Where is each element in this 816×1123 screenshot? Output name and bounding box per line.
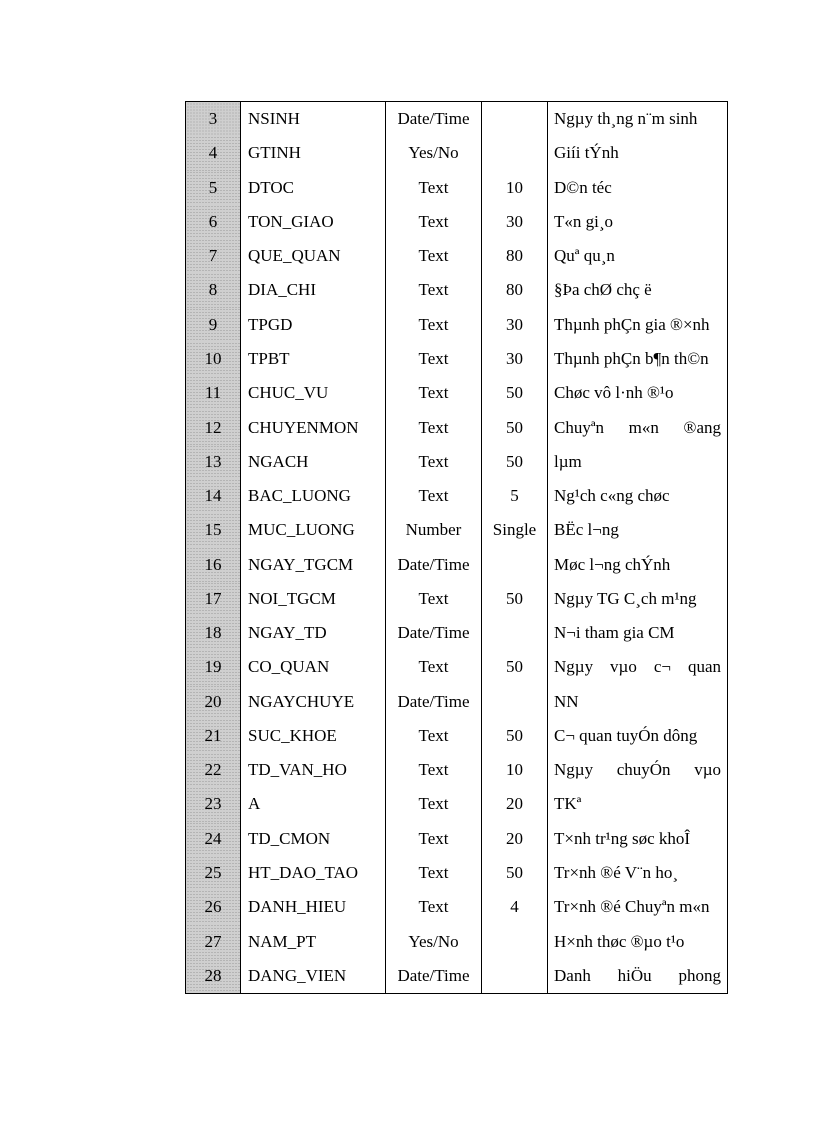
field-name-cell: SUC_KHOE: [241, 719, 386, 753]
field-size-cell: [482, 924, 548, 958]
data-type-cell: Text: [386, 719, 482, 753]
table-row: [186, 136, 728, 170]
table-row: [186, 856, 728, 890]
description-cell: Thµnh phÇn gia ®×nh: [548, 308, 728, 342]
table-row: [186, 342, 728, 376]
data-type-cell: Text: [386, 479, 482, 513]
table-row: [186, 376, 728, 410]
description-cell: Danh hiÖu phong: [548, 959, 728, 994]
row-number-cell: 11: [186, 376, 241, 410]
field-size-cell: 30: [482, 342, 548, 376]
description-cell: Thµnh phÇn b¶n th©n: [548, 342, 728, 376]
field-size-cell: 10: [482, 171, 548, 205]
field-size-cell: 80: [482, 239, 548, 273]
table-row: [186, 410, 728, 444]
table-row: [186, 959, 728, 994]
description-cell: lµm: [548, 445, 728, 479]
description-cell: NN: [548, 685, 728, 719]
field-size-cell: 20: [482, 787, 548, 821]
field-size-cell: 5: [482, 479, 548, 513]
data-type-cell: Text: [386, 205, 482, 239]
field-name-cell: CHUC_VU: [241, 376, 386, 410]
data-type-cell: Date/Time: [386, 547, 482, 581]
field-size-cell: 80: [482, 273, 548, 307]
data-type-cell: Text: [386, 445, 482, 479]
data-type-cell: Date/Time: [386, 959, 482, 994]
field-name-cell: NSINH: [241, 102, 386, 137]
field-size-cell: 50: [482, 719, 548, 753]
row-number-cell: 23: [186, 787, 241, 821]
row-number-cell: 7: [186, 239, 241, 273]
row-number-cell: 27: [186, 924, 241, 958]
description-cell: Quª qu¸n: [548, 239, 728, 273]
field-name-cell: NGACH: [241, 445, 386, 479]
table-row: [186, 650, 728, 684]
data-type-cell: Text: [386, 308, 482, 342]
description-cell: Ngµy TG C¸ch m¹ng: [548, 582, 728, 616]
row-number-cell: 4: [186, 136, 241, 170]
data-type-cell: Text: [386, 410, 482, 444]
row-number-cell: 28: [186, 959, 241, 994]
row-number-cell: 25: [186, 856, 241, 890]
row-number-cell: 21: [186, 719, 241, 753]
row-number-cell: 8: [186, 273, 241, 307]
table-row: [186, 479, 728, 513]
data-type-cell: Text: [386, 753, 482, 787]
row-number-cell: 20: [186, 685, 241, 719]
row-number-cell: 26: [186, 890, 241, 924]
field-name-cell: GTINH: [241, 136, 386, 170]
table-row: [186, 582, 728, 616]
field-name-cell: TPGD: [241, 308, 386, 342]
field-size-cell: [482, 616, 548, 650]
description-cell: Ngµy th¸ng n¨m sinh: [548, 102, 728, 137]
field-name-cell: DANG_VIEN: [241, 959, 386, 994]
data-type-cell: Text: [386, 273, 482, 307]
description-cell: C¬ quan tuyÓn dông: [548, 719, 728, 753]
row-number-cell: 5: [186, 171, 241, 205]
field-name-cell: TD_CMON: [241, 822, 386, 856]
table-row: [186, 890, 728, 924]
row-number-cell: 24: [186, 822, 241, 856]
table-row: [186, 547, 728, 581]
description-cell: TKª: [548, 787, 728, 821]
description-cell: T«n gi¸o: [548, 205, 728, 239]
field-name-cell: CO_QUAN: [241, 650, 386, 684]
field-name-cell: HT_DAO_TAO: [241, 856, 386, 890]
field-definition-table: [185, 101, 728, 994]
table-row: [186, 205, 728, 239]
field-name-cell: CHUYENMON: [241, 410, 386, 444]
data-type-cell: Text: [386, 342, 482, 376]
field-size-cell: Single: [482, 513, 548, 547]
data-type-cell: Number: [386, 513, 482, 547]
field-name-cell: NGAYCHUYE: [241, 685, 386, 719]
field-name-cell: NGAY_TD: [241, 616, 386, 650]
table-row: [186, 719, 728, 753]
row-number-cell: 6: [186, 205, 241, 239]
row-number-cell: 3: [186, 102, 241, 137]
table-row: [186, 239, 728, 273]
description-cell: H×nh thøc ®µo t¹o: [548, 924, 728, 958]
data-type-cell: Date/Time: [386, 616, 482, 650]
table-row: [186, 273, 728, 307]
table-row: [186, 102, 728, 137]
field-size-cell: 50: [482, 410, 548, 444]
data-type-cell: Text: [386, 171, 482, 205]
table-row: [186, 445, 728, 479]
description-cell: N¬i tham gia CM: [548, 616, 728, 650]
field-size-cell: [482, 959, 548, 994]
row-number-cell: 9: [186, 308, 241, 342]
description-cell: T×nh tr¹ng søc khoÎ: [548, 822, 728, 856]
description-cell: Ngµy vµo c¬ quan: [548, 650, 728, 684]
field-name-cell: NOI_TGCM: [241, 582, 386, 616]
field-size-cell: [482, 136, 548, 170]
table-row: [186, 171, 728, 205]
data-type-cell: Text: [386, 787, 482, 821]
row-number-cell: 10: [186, 342, 241, 376]
row-number-cell: 15: [186, 513, 241, 547]
table-row: [186, 616, 728, 650]
field-size-cell: 30: [482, 205, 548, 239]
field-size-cell: [482, 547, 548, 581]
field-size-cell: 20: [482, 822, 548, 856]
row-number-cell: 12: [186, 410, 241, 444]
table-row: [186, 787, 728, 821]
field-name-cell: NGAY_TGCM: [241, 547, 386, 581]
row-number-cell: 13: [186, 445, 241, 479]
data-type-cell: Date/Time: [386, 685, 482, 719]
field-name-cell: DANH_HIEU: [241, 890, 386, 924]
row-number-cell: 22: [186, 753, 241, 787]
table-row: [186, 685, 728, 719]
description-cell: Chuyªn m«n ®ang: [548, 410, 728, 444]
field-name-cell: TON_GIAO: [241, 205, 386, 239]
field-name-cell: DIA_CHI: [241, 273, 386, 307]
data-type-cell: Text: [386, 856, 482, 890]
data-type-cell: Date/Time: [386, 102, 482, 137]
field-name-cell: DTOC: [241, 171, 386, 205]
row-number-cell: 19: [186, 650, 241, 684]
field-name-cell: TD_VAN_HO: [241, 753, 386, 787]
description-cell: §Þa chØ chç ë: [548, 273, 728, 307]
field-name-cell: TPBT: [241, 342, 386, 376]
data-type-cell: Text: [386, 650, 482, 684]
row-number-cell: 17: [186, 582, 241, 616]
data-type-cell: Text: [386, 890, 482, 924]
field-name-cell: A: [241, 787, 386, 821]
data-type-cell: Text: [386, 239, 482, 273]
field-name-cell: BAC_LUONG: [241, 479, 386, 513]
field-size-cell: 50: [482, 856, 548, 890]
description-cell: Chøc vô l·nh ®¹o: [548, 376, 728, 410]
field-size-cell: 10: [482, 753, 548, 787]
data-type-cell: Yes/No: [386, 136, 482, 170]
description-cell: Ng¹ch c«ng chøc: [548, 479, 728, 513]
data-type-cell: Text: [386, 376, 482, 410]
field-name-cell: MUC_LUONG: [241, 513, 386, 547]
field-size-cell: 50: [482, 376, 548, 410]
field-size-cell: 50: [482, 650, 548, 684]
description-cell: Tr×nh ®é V¨n ho¸: [548, 856, 728, 890]
row-number-cell: 16: [186, 547, 241, 581]
table-body: [186, 102, 728, 994]
description-cell: D©n téc: [548, 171, 728, 205]
row-number-cell: 14: [186, 479, 241, 513]
description-cell: BËc l¬ng: [548, 513, 728, 547]
data-type-cell: Text: [386, 822, 482, 856]
description-cell: Ngµy chuyÓn vµo: [548, 753, 728, 787]
table-row: [186, 822, 728, 856]
table-row: [186, 308, 728, 342]
data-type-cell: Yes/No: [386, 924, 482, 958]
field-size-cell: 50: [482, 445, 548, 479]
field-name-cell: QUE_QUAN: [241, 239, 386, 273]
data-type-cell: Text: [386, 582, 482, 616]
table-row: [186, 924, 728, 958]
field-size-cell: [482, 685, 548, 719]
table-row: [186, 753, 728, 787]
field-size-cell: 50: [482, 582, 548, 616]
field-name-cell: NAM_PT: [241, 924, 386, 958]
row-number-cell: 18: [186, 616, 241, 650]
description-cell: Møc l¬ng chÝnh: [548, 547, 728, 581]
table-row: [186, 513, 728, 547]
description-cell: Tr×nh ®é Chuyªn m«n: [548, 890, 728, 924]
description-cell: Giíi tÝnh: [548, 136, 728, 170]
field-size-cell: 4: [482, 890, 548, 924]
field-size-cell: 30: [482, 308, 548, 342]
field-size-cell: [482, 102, 548, 137]
